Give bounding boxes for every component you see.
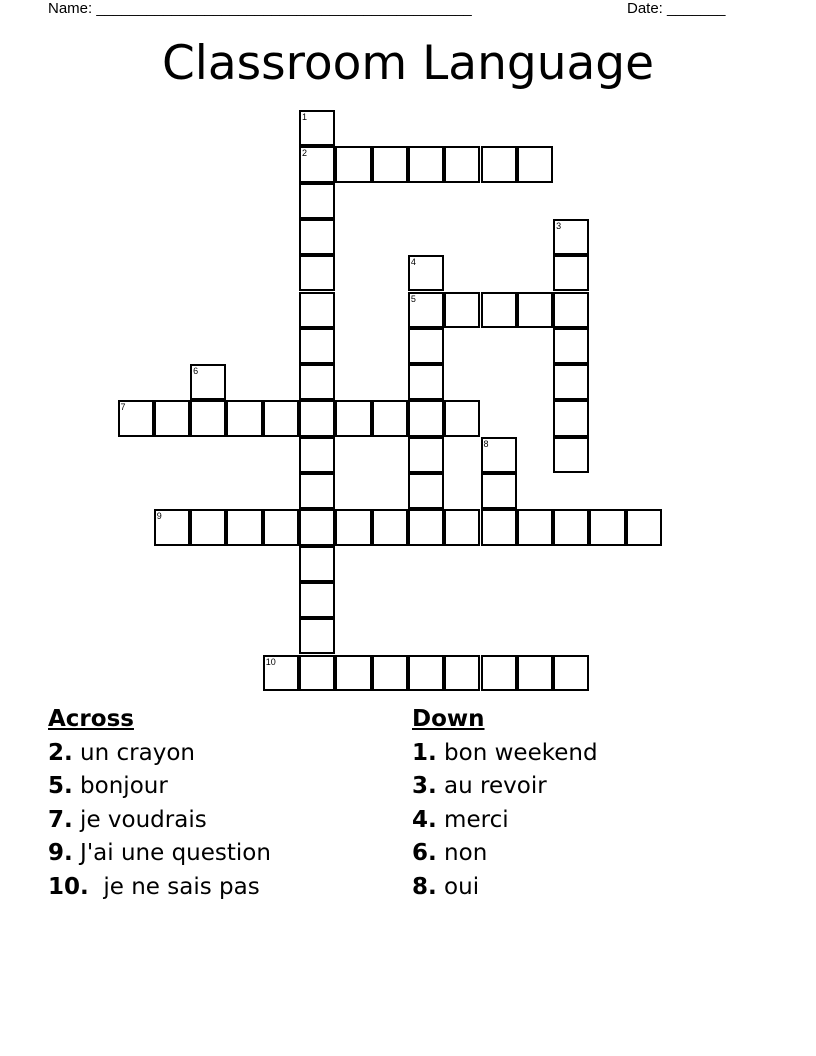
grid-cell[interactable] [589, 509, 625, 545]
clue-text: au revoir [436, 773, 547, 799]
across-clue-5 [48, 770, 271, 804]
across-clue-10 [48, 871, 271, 905]
grid-cell[interactable] [335, 146, 371, 182]
across-heading: Across [48, 706, 134, 732]
grid-cell[interactable] [372, 655, 408, 691]
clue-text: merci [436, 806, 509, 833]
down-clues [412, 703, 598, 904]
clue-number-label: 3 [556, 220, 562, 231]
grid-cell[interactable] [190, 364, 226, 400]
across-clues [48, 703, 271, 904]
clue-text: non [436, 840, 488, 866]
clue-number-label: 1 [302, 112, 308, 122]
clue-text: un crayon [72, 739, 195, 766]
grid-cell[interactable] [553, 437, 589, 473]
grid-cell[interactable] [299, 183, 335, 219]
grid-cell[interactable] [408, 509, 444, 545]
date-field[interactable]: Date: _______ [627, 0, 726, 17]
grid-cell[interactable] [408, 146, 444, 182]
grid-cell[interactable] [299, 255, 335, 291]
clue-text: J'ai une question [72, 840, 271, 866]
grid-cell[interactable] [299, 437, 335, 473]
grid-cell[interactable] [263, 655, 299, 691]
across-clue-2 [48, 737, 271, 771]
clue-number-label: 6 [193, 366, 199, 377]
grid-cell[interactable] [553, 292, 589, 328]
grid-cell[interactable] [481, 509, 517, 545]
grid-cell[interactable] [372, 146, 408, 182]
grid-cell[interactable] [553, 655, 589, 691]
grid-cell[interactable] [444, 400, 480, 436]
grid-cell[interactable] [335, 509, 371, 545]
grid-cell[interactable] [444, 146, 480, 182]
clue-text: je ne sais pas [88, 873, 260, 900]
clue-number: 5. [48, 773, 73, 799]
clue-number: 10. [48, 873, 89, 900]
grid-cell[interactable] [408, 292, 444, 328]
grid-cell[interactable] [481, 292, 517, 328]
clue-number-label: 7 [120, 402, 126, 413]
down-clue-3 [412, 770, 598, 804]
name-field[interactable]: Name: _____________________________________________ [48, 0, 472, 17]
clue-text: bon weekend [436, 739, 598, 766]
grid-cell[interactable] [408, 655, 444, 691]
clue-number-label: 10 [265, 656, 276, 667]
grid-cell[interactable] [517, 146, 553, 182]
grid-cell[interactable] [299, 400, 335, 436]
grid-cell[interactable] [226, 509, 262, 545]
grid-cell[interactable] [481, 437, 517, 473]
grid-cell[interactable] [553, 364, 589, 400]
clue-text: je voudrais [72, 806, 207, 833]
clue-number: 7. [48, 806, 73, 833]
grid-cell[interactable] [299, 328, 335, 364]
clue-number-label: 5 [410, 293, 416, 304]
grid-cell[interactable] [626, 509, 662, 545]
grid-cell[interactable] [408, 328, 444, 364]
clue-number: 6. [412, 840, 437, 866]
grid-cell[interactable] [517, 509, 553, 545]
across-clue-9 [48, 837, 271, 871]
clue-text: oui [436, 873, 480, 900]
grid-cell[interactable] [481, 655, 517, 691]
grid-cell[interactable] [299, 582, 335, 618]
down-clue-1 [412, 737, 598, 771]
grid-cell[interactable] [299, 110, 335, 146]
grid-cell[interactable] [553, 400, 589, 436]
down-heading: Down [412, 706, 485, 732]
grid-cell[interactable] [372, 509, 408, 545]
grid-cell[interactable] [299, 292, 335, 328]
grid-cell[interactable] [444, 655, 480, 691]
clue-number: 3. [412, 773, 437, 799]
grid-cell[interactable] [299, 509, 335, 545]
down-clue-6 [412, 837, 598, 871]
grid-cell[interactable] [553, 509, 589, 545]
grid-cell[interactable] [190, 400, 226, 436]
grid-cell[interactable] [299, 546, 335, 582]
grid-cell[interactable] [408, 255, 444, 291]
grid-cell[interactable] [517, 655, 553, 691]
clue-number-label: 8 [483, 438, 489, 449]
grid-cell[interactable] [553, 255, 589, 291]
grid-cell[interactable] [444, 292, 480, 328]
grid-cell[interactable] [408, 364, 444, 400]
across-clue-7 [48, 804, 271, 838]
grid-cell[interactable] [226, 400, 262, 436]
grid-cell[interactable] [263, 400, 299, 436]
grid-cell[interactable] [263, 509, 299, 545]
clue-number: 9. [48, 840, 73, 866]
grid-cell[interactable] [408, 473, 444, 509]
clue-text: bonjour [72, 773, 168, 799]
grid-cell[interactable] [299, 473, 335, 509]
clue-number: 1. [412, 739, 437, 766]
grid-cell[interactable] [299, 219, 335, 255]
grid-cell[interactable] [553, 328, 589, 364]
grid-cell[interactable] [190, 509, 226, 545]
grid-cell[interactable] [481, 146, 517, 182]
grid-cell[interactable] [408, 437, 444, 473]
clue-number: 4. [412, 806, 437, 833]
grid-cell[interactable] [299, 655, 335, 691]
grid-cell[interactable] [444, 509, 480, 545]
grid-cell[interactable] [481, 473, 517, 509]
grid-cell[interactable] [154, 400, 190, 436]
page-title: Classroom Language [161, 36, 655, 91]
grid-cell[interactable] [118, 400, 154, 436]
grid-cell[interactable] [553, 219, 589, 255]
clue-number: 8. [412, 873, 437, 900]
grid-cell[interactable] [154, 509, 190, 545]
clue-number-label: 4 [410, 257, 416, 268]
grid-cell[interactable] [517, 292, 553, 328]
grid-cell[interactable] [299, 618, 335, 654]
clue-number-label: 2 [302, 148, 308, 159]
grid-cell[interactable] [335, 400, 371, 436]
grid-cell[interactable] [299, 146, 335, 182]
clue-number: 2. [48, 739, 73, 766]
clue-number-label: 9 [156, 511, 162, 522]
down-clue-4 [412, 804, 598, 838]
down-clue-8 [412, 871, 598, 905]
grid-cell[interactable] [299, 364, 335, 400]
grid-cell[interactable] [335, 655, 371, 691]
grid-cell[interactable] [372, 400, 408, 436]
grid-cell[interactable] [408, 400, 444, 436]
